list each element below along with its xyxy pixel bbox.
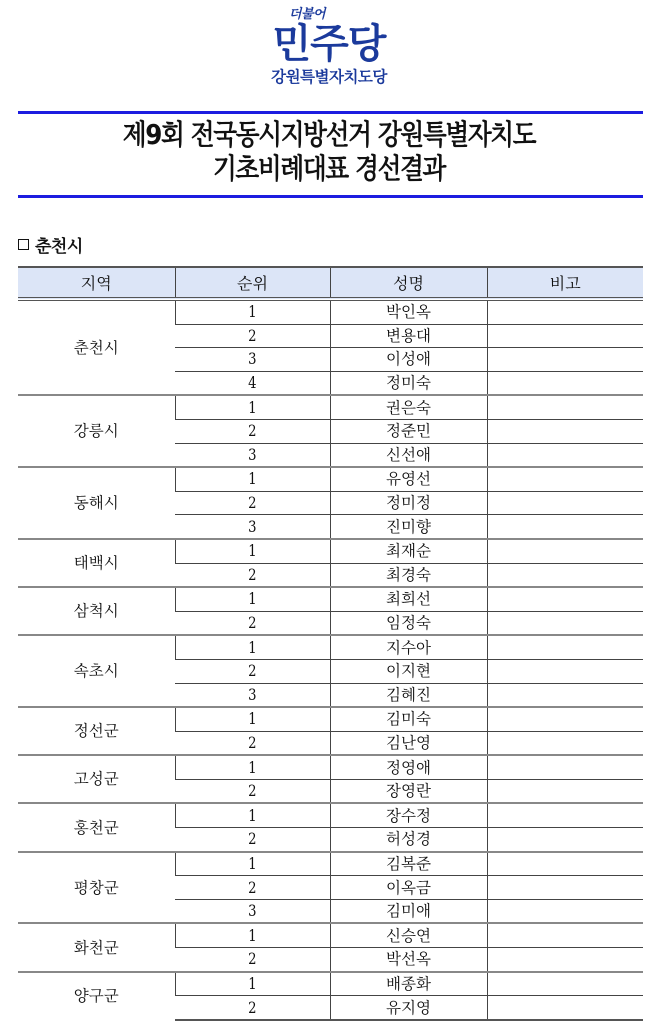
candidate-name-cell: 김미숙 bbox=[330, 707, 487, 731]
rank-cell: 1 bbox=[187, 707, 319, 731]
table-row bbox=[18, 852, 643, 876]
candidate-name-cell: 정준민 bbox=[330, 419, 487, 443]
rank-cell: 2 bbox=[187, 996, 319, 1020]
region-cell: 홍천군 bbox=[18, 803, 175, 851]
table-row bbox=[18, 299, 643, 324]
rank-cell: 1 bbox=[187, 299, 319, 324]
candidate-name-cell: 유지영 bbox=[330, 996, 487, 1020]
rank-cell: 1 bbox=[187, 755, 319, 779]
rank-cell: 2 bbox=[187, 324, 319, 348]
region-cell: 동해시 bbox=[18, 467, 175, 539]
region-cell: 태백시 bbox=[18, 539, 175, 587]
candidate-name-cell: 최희선 bbox=[330, 587, 487, 611]
rank-cell: 2 bbox=[187, 876, 319, 900]
candidate-name-cell: 장영란 bbox=[330, 779, 487, 803]
candidate-name-cell: 김미애 bbox=[330, 899, 487, 923]
header-note: 비고 bbox=[487, 267, 643, 299]
logo-branch-name: 강원특별자치도당 bbox=[271, 68, 387, 86]
rank-cell: 4 bbox=[187, 371, 319, 395]
candidate-name-cell: 신선애 bbox=[330, 443, 487, 467]
candidate-name-cell: 장수정 bbox=[330, 803, 487, 827]
rank-cell: 1 bbox=[187, 395, 319, 419]
note-cell bbox=[487, 948, 643, 972]
table-row bbox=[18, 923, 643, 947]
table-row bbox=[18, 587, 643, 611]
table-row bbox=[18, 635, 643, 659]
page-title bbox=[39, 118, 618, 186]
note-cell bbox=[487, 996, 643, 1020]
candidate-name-cell: 이지현 bbox=[330, 659, 487, 683]
note-cell bbox=[487, 659, 643, 683]
region-cell: 춘천시 bbox=[18, 299, 175, 395]
candidate-name-cell: 이성애 bbox=[330, 348, 487, 372]
note-cell bbox=[487, 491, 643, 515]
note-cell bbox=[487, 876, 643, 900]
party-logo bbox=[0, 8, 658, 88]
note-cell bbox=[487, 515, 643, 539]
logo-tagline: 더불어 bbox=[288, 7, 326, 22]
candidate-name-cell: 배종화 bbox=[330, 972, 487, 996]
rank-cell: 2 bbox=[187, 611, 319, 635]
candidate-name-cell: 임정숙 bbox=[330, 611, 487, 635]
note-cell bbox=[487, 803, 643, 827]
table-row bbox=[18, 395, 643, 419]
table-row bbox=[18, 539, 643, 563]
rank-cell: 2 bbox=[187, 948, 319, 972]
note-cell bbox=[487, 611, 643, 635]
rank-cell: 1 bbox=[187, 587, 319, 611]
region-cell: 정선군 bbox=[18, 707, 175, 755]
candidate-name-cell: 김난영 bbox=[330, 731, 487, 755]
note-cell bbox=[487, 707, 643, 731]
header-region: 지역 bbox=[18, 267, 175, 299]
region-cell: 삼척시 bbox=[18, 587, 175, 635]
results-body bbox=[18, 299, 643, 1020]
note-cell bbox=[487, 324, 643, 348]
table-row bbox=[18, 707, 643, 731]
table-header-row bbox=[18, 267, 643, 299]
rank-cell: 1 bbox=[187, 635, 319, 659]
title-line-2: 기초비례대표 경선결과 bbox=[212, 152, 446, 185]
note-cell bbox=[487, 395, 643, 419]
candidate-name-cell: 박인옥 bbox=[330, 299, 487, 324]
rank-cell: 3 bbox=[187, 348, 319, 372]
rank-cell: 2 bbox=[187, 659, 319, 683]
note-cell bbox=[487, 587, 643, 611]
note-cell bbox=[487, 419, 643, 443]
rank-cell: 2 bbox=[187, 419, 319, 443]
rank-cell: 2 bbox=[187, 491, 319, 515]
rank-cell: 2 bbox=[187, 563, 319, 587]
candidate-name-cell: 진미향 bbox=[330, 515, 487, 539]
candidate-name-cell: 정미숙 bbox=[330, 371, 487, 395]
rank-cell: 1 bbox=[187, 923, 319, 947]
note-cell bbox=[487, 852, 643, 876]
square-bullet-icon bbox=[18, 239, 29, 250]
rank-cell: 1 bbox=[187, 972, 319, 996]
candidate-name-cell: 최재순 bbox=[330, 539, 487, 563]
section-heading bbox=[18, 232, 83, 257]
note-cell bbox=[487, 828, 643, 852]
rank-cell: 1 bbox=[187, 467, 319, 491]
note-cell bbox=[487, 563, 643, 587]
header-rank: 순위 bbox=[175, 267, 330, 299]
rank-cell: 2 bbox=[187, 731, 319, 755]
rank-cell: 2 bbox=[187, 779, 319, 803]
candidate-name-cell: 권은숙 bbox=[330, 395, 487, 419]
note-cell bbox=[487, 348, 643, 372]
note-cell bbox=[487, 299, 643, 324]
note-cell bbox=[487, 539, 643, 563]
rank-cell: 3 bbox=[187, 443, 319, 467]
rank-cell: 2 bbox=[187, 828, 319, 852]
candidate-name-cell: 이옥금 bbox=[330, 876, 487, 900]
note-cell bbox=[487, 755, 643, 779]
rank-cell: 1 bbox=[187, 852, 319, 876]
rank-cell: 3 bbox=[187, 899, 319, 923]
table-row bbox=[18, 803, 643, 827]
candidate-name-cell: 신승연 bbox=[330, 923, 487, 947]
note-cell bbox=[487, 443, 643, 467]
candidate-name-cell: 박선옥 bbox=[330, 948, 487, 972]
candidate-name-cell: 김혜진 bbox=[330, 683, 487, 707]
results-table bbox=[18, 266, 643, 1021]
note-cell bbox=[487, 779, 643, 803]
table-row bbox=[18, 755, 643, 779]
note-cell bbox=[487, 972, 643, 996]
note-cell bbox=[487, 683, 643, 707]
region-cell: 고성군 bbox=[18, 755, 175, 803]
region-cell: 강릉시 bbox=[18, 395, 175, 467]
logo-party-name: 민주당 bbox=[272, 21, 386, 67]
candidate-name-cell: 지수아 bbox=[330, 635, 487, 659]
candidate-name-cell: 유영선 bbox=[330, 467, 487, 491]
candidate-name-cell: 변용대 bbox=[330, 324, 487, 348]
region-cell: 화천군 bbox=[18, 923, 175, 971]
title-line-1: 제9회 전국동시지방선거 강원특별자치도 bbox=[122, 118, 536, 151]
note-cell bbox=[487, 923, 643, 947]
note-cell bbox=[487, 731, 643, 755]
title-rule-bottom bbox=[18, 195, 643, 198]
region-cell: 평창군 bbox=[18, 852, 175, 924]
candidate-name-cell: 정미정 bbox=[330, 491, 487, 515]
region-cell: 양구군 bbox=[18, 972, 175, 1020]
header-name: 성명 bbox=[330, 267, 487, 299]
candidate-name-cell: 허성경 bbox=[330, 828, 487, 852]
title-rule-top bbox=[18, 111, 643, 114]
note-cell bbox=[487, 467, 643, 491]
candidate-name-cell: 최경숙 bbox=[330, 563, 487, 587]
note-cell bbox=[487, 371, 643, 395]
candidate-name-cell: 정영애 bbox=[330, 755, 487, 779]
candidate-name-cell: 김복준 bbox=[330, 852, 487, 876]
note-cell bbox=[487, 899, 643, 923]
section-heading-text: 춘천시 bbox=[35, 237, 83, 257]
region-cell: 속초시 bbox=[18, 635, 175, 707]
rank-cell: 1 bbox=[187, 803, 319, 827]
table-row bbox=[18, 467, 643, 491]
note-cell bbox=[487, 635, 643, 659]
rank-cell: 3 bbox=[187, 515, 319, 539]
rank-cell: 1 bbox=[187, 539, 319, 563]
table-row bbox=[18, 972, 643, 996]
rank-cell: 3 bbox=[187, 683, 319, 707]
